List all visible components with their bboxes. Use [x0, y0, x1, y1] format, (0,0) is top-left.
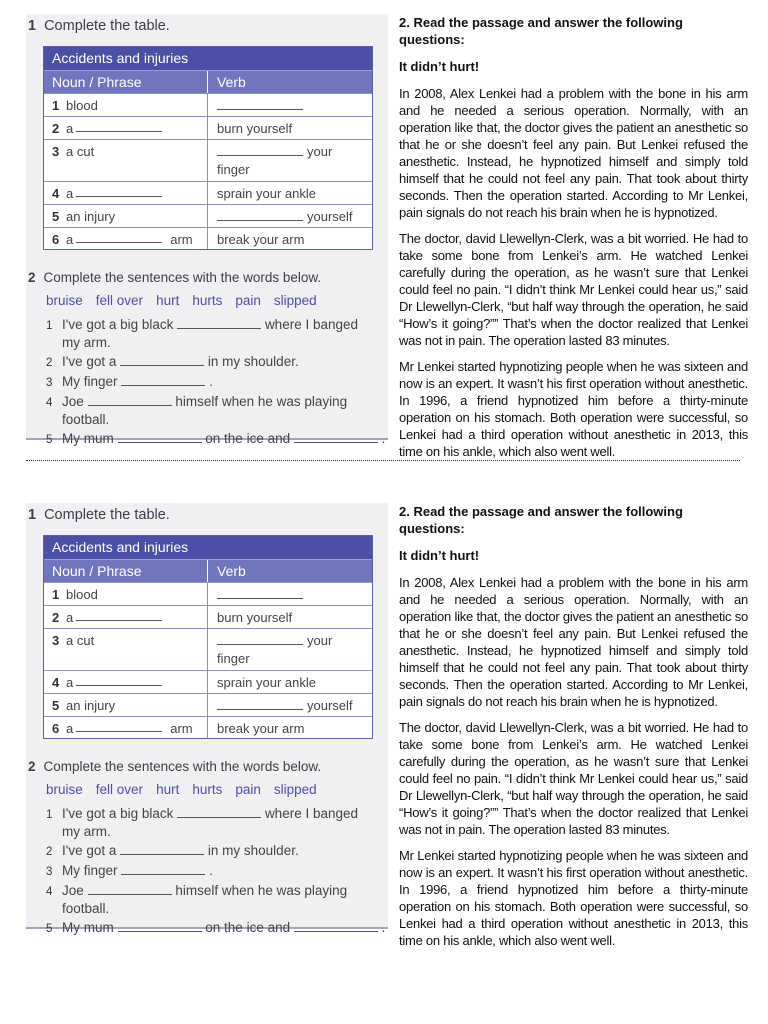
table-title: Accidents and injuries [44, 47, 372, 70]
noun-cell: a cut [66, 633, 95, 648]
answer-blank[interactable] [76, 121, 162, 132]
row-number: 3 [52, 144, 60, 159]
sentence-text: himself when he was playing [175, 394, 348, 409]
cut-line-divider [26, 460, 740, 461]
sentence-item [46, 430, 386, 449]
passage-paragraph: The doctor, david Llewellyn-Clerk, was a bit worried. He had to take some bone from Lenkei’s arm. He watched Lenkei carefully during the operation, as he wasn’t sure that Lenkei could feel no pain. “I didn’t think Mr Lenkei could hear us,” said Dr Llewellyn-Clerk, “but half way through the operation, he said “How’s it going?”” That’s when the doctor realized that Lenkei was not in pain. The operation lasted 83 minutes. [399, 720, 748, 837]
word-bank-item: bruise [46, 782, 83, 797]
table-title: Accidents and injuries [44, 536, 372, 559]
sentence-text: . [209, 863, 213, 878]
column-header-verb: Verb [217, 563, 246, 579]
sentence-text: My finger [62, 863, 118, 878]
noun-cell: a [66, 121, 74, 136]
sentence-number: 5 [46, 434, 53, 446]
row-number: 5 [52, 698, 60, 713]
verb-cell: sprain your ankle [217, 186, 316, 201]
answer-blank[interactable] [76, 721, 162, 732]
verb-cell: your [307, 144, 333, 159]
row-number: 4 [52, 186, 60, 201]
sentence-text: my arm. [62, 335, 111, 350]
word-bank-item: slipped [273, 782, 317, 797]
noun-suffix: arm [170, 232, 193, 247]
noun-suffix: arm [170, 721, 193, 736]
sentence-text: . [381, 920, 386, 935]
reading-passage [399, 14, 748, 469]
answer-blank[interactable] [121, 375, 205, 386]
sentence-item [46, 842, 386, 861]
sentence-text: football. [62, 901, 110, 916]
sentence-text: My mum [62, 920, 114, 935]
sentence-number: 4 [46, 886, 53, 898]
noun-cell: a [66, 721, 74, 736]
exercise-title: Complete the table. [44, 507, 170, 523]
answer-blank[interactable] [88, 395, 172, 406]
table-row [44, 227, 372, 249]
sentence-text: where I banged [264, 806, 359, 821]
textbook-panel [26, 14, 388, 446]
passage-paragraph: The doctor, david Llewellyn-Clerk, was a bit worried. He had to take some bone from Lenkei’s arm. He watched Lenkei carefully during the operation, as he wasn’t sure that Lenkei could feel no pain. “I didn’t think Mr Lenkei could hear us,” said Dr Llewellyn-Clerk, “but half way through the operation, he said “How’s it going?”” That’s when the doctor realized that Lenkei was not in pain. The operation lasted 83 minutes. [399, 231, 748, 348]
exercise1-heading [28, 507, 170, 523]
sentence-text: himself when he was playing [175, 883, 348, 898]
verb-cell: sprain your ankle [217, 675, 316, 690]
verb-cell: yourself [307, 209, 353, 224]
sentence-item [46, 862, 386, 881]
sentence-text: I've got a [62, 843, 117, 858]
row-number: 6 [52, 232, 60, 247]
answer-blank[interactable] [217, 634, 303, 645]
table-row [44, 716, 372, 738]
noun-cell: a cut [66, 144, 95, 159]
verb-cell: burn yourself [217, 610, 293, 625]
worksheet-bottom [0, 499, 768, 948]
table-row [44, 693, 372, 716]
table-row [44, 93, 372, 116]
noun-cell: a [66, 232, 74, 247]
sentence-text: where I banged [264, 317, 359, 332]
answer-blank[interactable] [217, 588, 303, 599]
noun-cell: an injury [66, 209, 116, 224]
exercise-title: Complete the sentences with the words below. [43, 270, 322, 285]
sentence-text: My finger [62, 374, 118, 389]
answer-blank[interactable] [217, 699, 303, 710]
word-bank-item: fell over [95, 782, 144, 797]
answer-blank[interactable] [118, 432, 202, 443]
row-number: 5 [52, 209, 60, 224]
row-number: 1 [52, 587, 60, 602]
answer-blank[interactable] [76, 610, 162, 621]
exercise-number: 1 [28, 507, 37, 523]
table-row [44, 181, 372, 204]
sentence-text: . [381, 431, 386, 446]
exercise-number: 1 [28, 18, 37, 34]
row-number: 2 [52, 121, 60, 136]
word-bank-item: hurt [156, 782, 180, 797]
sentence-text: I've got a big black [62, 806, 174, 821]
answer-blank[interactable] [217, 99, 303, 110]
textbook-panel [26, 503, 388, 935]
table-row [44, 582, 372, 605]
verb-cell: burn yourself [217, 121, 293, 136]
table-row [44, 605, 372, 628]
answer-blank[interactable] [294, 432, 378, 443]
word-bank-item: slipped [273, 293, 317, 308]
row-number: 6 [52, 721, 60, 736]
word-bank [46, 782, 317, 797]
verb-cell: yourself [307, 698, 353, 713]
sentence-text: I've got a big black [62, 317, 174, 332]
sentence-item [46, 316, 386, 352]
sentence-number: 2 [46, 846, 53, 858]
answer-blank[interactable] [76, 186, 162, 197]
sentence-number: 3 [46, 377, 53, 389]
word-bank-item: pain [235, 782, 261, 797]
exercise-number: 2 [28, 270, 36, 285]
noun-cell: a [66, 186, 74, 201]
answer-blank[interactable] [120, 844, 204, 855]
sentence-text: football. [62, 412, 110, 427]
word-bank-item: hurts [192, 782, 223, 797]
sentence-number: 3 [46, 866, 53, 878]
sentence-text: on the ice and [205, 920, 291, 935]
sentence-text: My mum [62, 431, 114, 446]
word-bank-item: hurts [192, 293, 223, 308]
sentence-number: 1 [46, 320, 53, 332]
word-bank-item: hurt [156, 293, 180, 308]
table-row [44, 139, 372, 181]
table-row [44, 116, 372, 139]
row-number: 2 [52, 610, 60, 625]
verb-cell-line2: finger [217, 162, 250, 177]
word-bank-item: bruise [46, 293, 83, 308]
accidents-table [43, 46, 373, 250]
exercise2-heading [28, 759, 321, 774]
word-bank-item: fell over [95, 293, 144, 308]
passage-paragraph: Mr Lenkei started hypnotizing people when he was sixteen and now is an expert. It wasn’t his first operation without anesthetic. In 1996, a friend hypnotized him before a thirty-minute operation on his stomach. Both operation were successful, so Lenkei had a third operation without anesthetic in 2013, this time on his ankle, which also went well. [399, 848, 748, 948]
sentence-text: on the ice and [205, 431, 291, 446]
answer-blank[interactable] [217, 210, 303, 221]
passage-paragraph: In 2008, Alex Lenkei had a problem with the bone in his arm and he needed a serious operation. Normally, with an operation like that, the doctor gives the patient an anesthetic so that he or she doesn’t feel any pain. But Lenkei refused the anesthetic. Instead, he hypnotized himself and simply told himself that he could not feel any pain. That took about thirty seconds. Then the operation started. According to Mr Lenkei, pain signals do not reach his brain when he is hypnotized. [399, 86, 748, 220]
sentence-text: my arm. [62, 824, 111, 839]
exercise-title: Complete the sentences with the words below. [43, 759, 322, 774]
column-header-verb: Verb [217, 74, 246, 90]
passage-title: It didn’t hurt! [399, 548, 480, 563]
noun-cell: a [66, 610, 74, 625]
sentence-item [46, 393, 386, 429]
table-row [44, 628, 372, 670]
exercise1-heading [28, 18, 170, 34]
sentence-text: in my shoulder. [207, 843, 299, 858]
worksheet-top [0, 10, 768, 459]
exercise-number: 2 [28, 759, 36, 774]
answer-blank[interactable] [177, 318, 261, 329]
row-number: 1 [52, 98, 60, 113]
answer-blank[interactable] [76, 232, 162, 243]
row-number: 3 [52, 633, 60, 648]
sentence-list [46, 316, 386, 450]
passage-paragraph: In 2008, Alex Lenkei had a problem with the bone in his arm and he needed a serious operation. Normally, with an operation like that, the doctor gives the patient an anesthetic so that he or she doesn’t feel any pain. But Lenkei refused the anesthetic. Instead, he hypnotized himself and simply told himself that he could not feel any pain. That took about thirty seconds. Then the operation started. According to Mr Lenkei, pain signals do not reach his brain when he is hypnotized. [399, 575, 748, 709]
reading-passage [399, 503, 748, 958]
sentence-number: 5 [46, 923, 53, 935]
noun-cell: a [66, 675, 74, 690]
verb-cell-line2: finger [217, 651, 250, 666]
answer-blank[interactable] [294, 921, 378, 932]
verb-cell: your [307, 633, 333, 648]
table-header-row [44, 70, 372, 93]
row-number: 4 [52, 675, 60, 690]
answer-blank[interactable] [121, 864, 205, 875]
sentence-text: . [209, 374, 213, 389]
sentence-text: I've got a [62, 354, 117, 369]
noun-cell: blood [66, 98, 98, 113]
sentence-number: 2 [46, 357, 53, 369]
word-bank [46, 293, 317, 308]
verb-cell: break your arm [217, 721, 305, 736]
noun-cell: an injury [66, 698, 116, 713]
sentence-text: Joe [62, 394, 84, 409]
column-header-noun: Noun / Phrase [44, 560, 208, 582]
sentence-list [46, 805, 386, 939]
table-row [44, 670, 372, 693]
answer-blank[interactable] [120, 355, 204, 366]
reading-heading: 2. Read the passage and answer the following questions: [399, 15, 683, 47]
verb-cell: break your arm [217, 232, 305, 247]
reading-heading: 2. Read the passage and answer the following questions: [399, 504, 683, 536]
answer-blank[interactable] [76, 675, 162, 686]
exercise2-heading [28, 270, 321, 285]
sentence-number: 1 [46, 809, 53, 821]
sentence-item [46, 353, 386, 372]
passage-paragraph: Mr Lenkei started hypnotizing people when he was sixteen and now is an expert. It wasn’t his first operation without anesthetic. In 1996, a friend hypnotized him before a thirty-minute operation on his stomach. Both operation were successful, so Lenkei had a third operation without anesthetic in 2013, this time on his ankle, which also went well. [399, 359, 748, 459]
column-header-noun: Noun / Phrase [44, 71, 208, 93]
passage-title: It didn’t hurt! [399, 59, 480, 74]
sentence-number: 4 [46, 397, 53, 409]
exercise-title: Complete the table. [44, 18, 170, 34]
answer-blank[interactable] [88, 884, 172, 895]
sentence-item [46, 373, 386, 392]
answer-blank[interactable] [118, 921, 202, 932]
sentence-item [46, 805, 386, 841]
noun-cell: blood [66, 587, 98, 602]
sentence-item [46, 919, 386, 938]
table-row [44, 204, 372, 227]
table-header-row [44, 559, 372, 582]
answer-blank[interactable] [177, 807, 261, 818]
accidents-table [43, 535, 373, 739]
word-bank-item: pain [235, 293, 261, 308]
answer-blank[interactable] [217, 145, 303, 156]
sentence-text: Joe [62, 883, 84, 898]
sentence-text: in my shoulder. [207, 354, 299, 369]
sentence-item [46, 882, 386, 918]
